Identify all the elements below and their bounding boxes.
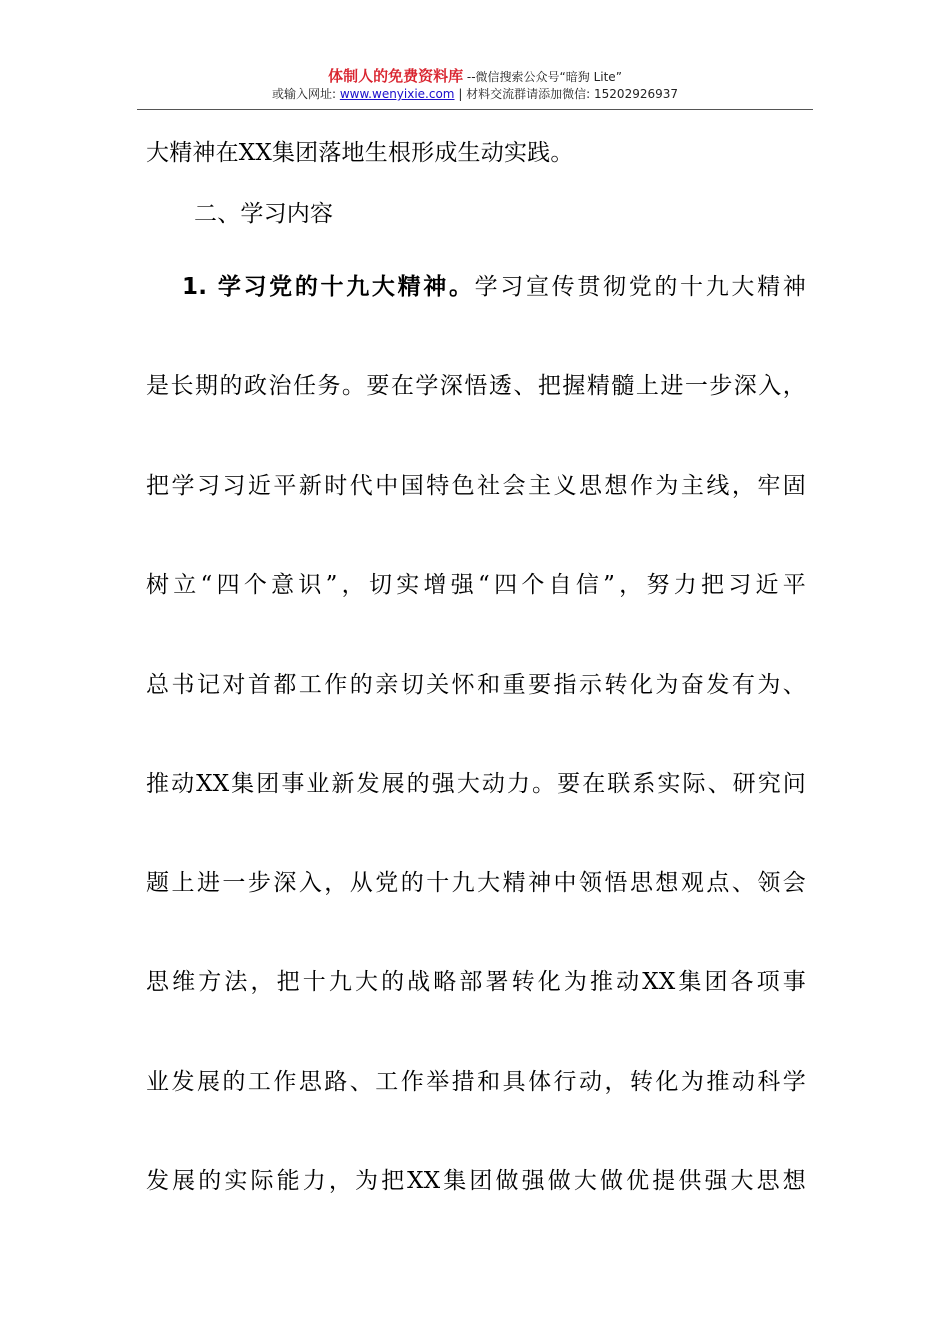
header-contact-line — [0, 86, 950, 103]
paragraph-1-lead: 1. 学习党的十九大精神。 — [182, 274, 475, 300]
body-line-2: 把学习习近平新时代中国特色社会主义思想作为主线，牢固 — [146, 473, 806, 499]
body-line-5: 推动XX集团事业新发展的强大动力。要在联系实际、研究问 — [146, 771, 806, 797]
header-tagline: --微信搜索公众号“暗狗 Lite” — [463, 70, 622, 84]
body-line-0: 大精神在XX集团落地生根形成生动实践。 — [146, 140, 574, 166]
paragraph-1-lead-rest: 学习宣传贯彻党的十九大精神 — [474, 274, 806, 300]
header-wechat-info: | 材料交流群请添加微信: 15202926937 — [454, 87, 679, 101]
body-line-9: 发展的实际能力，为把XX集团做强做大做优提供强大思想 — [146, 1168, 806, 1194]
header-title-line — [0, 66, 950, 86]
header-url-prefix: 或输入网址: — [271, 87, 340, 101]
body-line-6: 题上进一步深入，从党的十九大精神中领悟思想观点、领会 — [146, 870, 806, 896]
header-brand: 体制人的免费资料库 — [328, 67, 464, 85]
body-line-4: 总书记对首都工作的亲切关怀和重要指示转化为奋发有为、 — [146, 672, 806, 698]
body-line-7: 思维方法，把十九大的战略部署转化为推动XX集团各项事 — [146, 969, 806, 995]
header-divider — [137, 109, 813, 110]
body-line-1: 是长期的政治任务。要在学深悟透、把握精髓上进一步深入， — [146, 373, 806, 399]
body-line-8: 业发展的工作思路、工作举措和具体行动，转化为推动科学 — [146, 1069, 806, 1095]
header-url-link[interactable]: www.wenyixie.com — [339, 87, 455, 101]
page-header — [0, 66, 950, 103]
section-heading-2: 二、学习内容 — [194, 201, 334, 227]
paragraph-1-first-line — [182, 272, 806, 302]
body-line-3: 树立“四个意识”，切实增强“四个自信”，努力把习近平 — [146, 572, 806, 598]
